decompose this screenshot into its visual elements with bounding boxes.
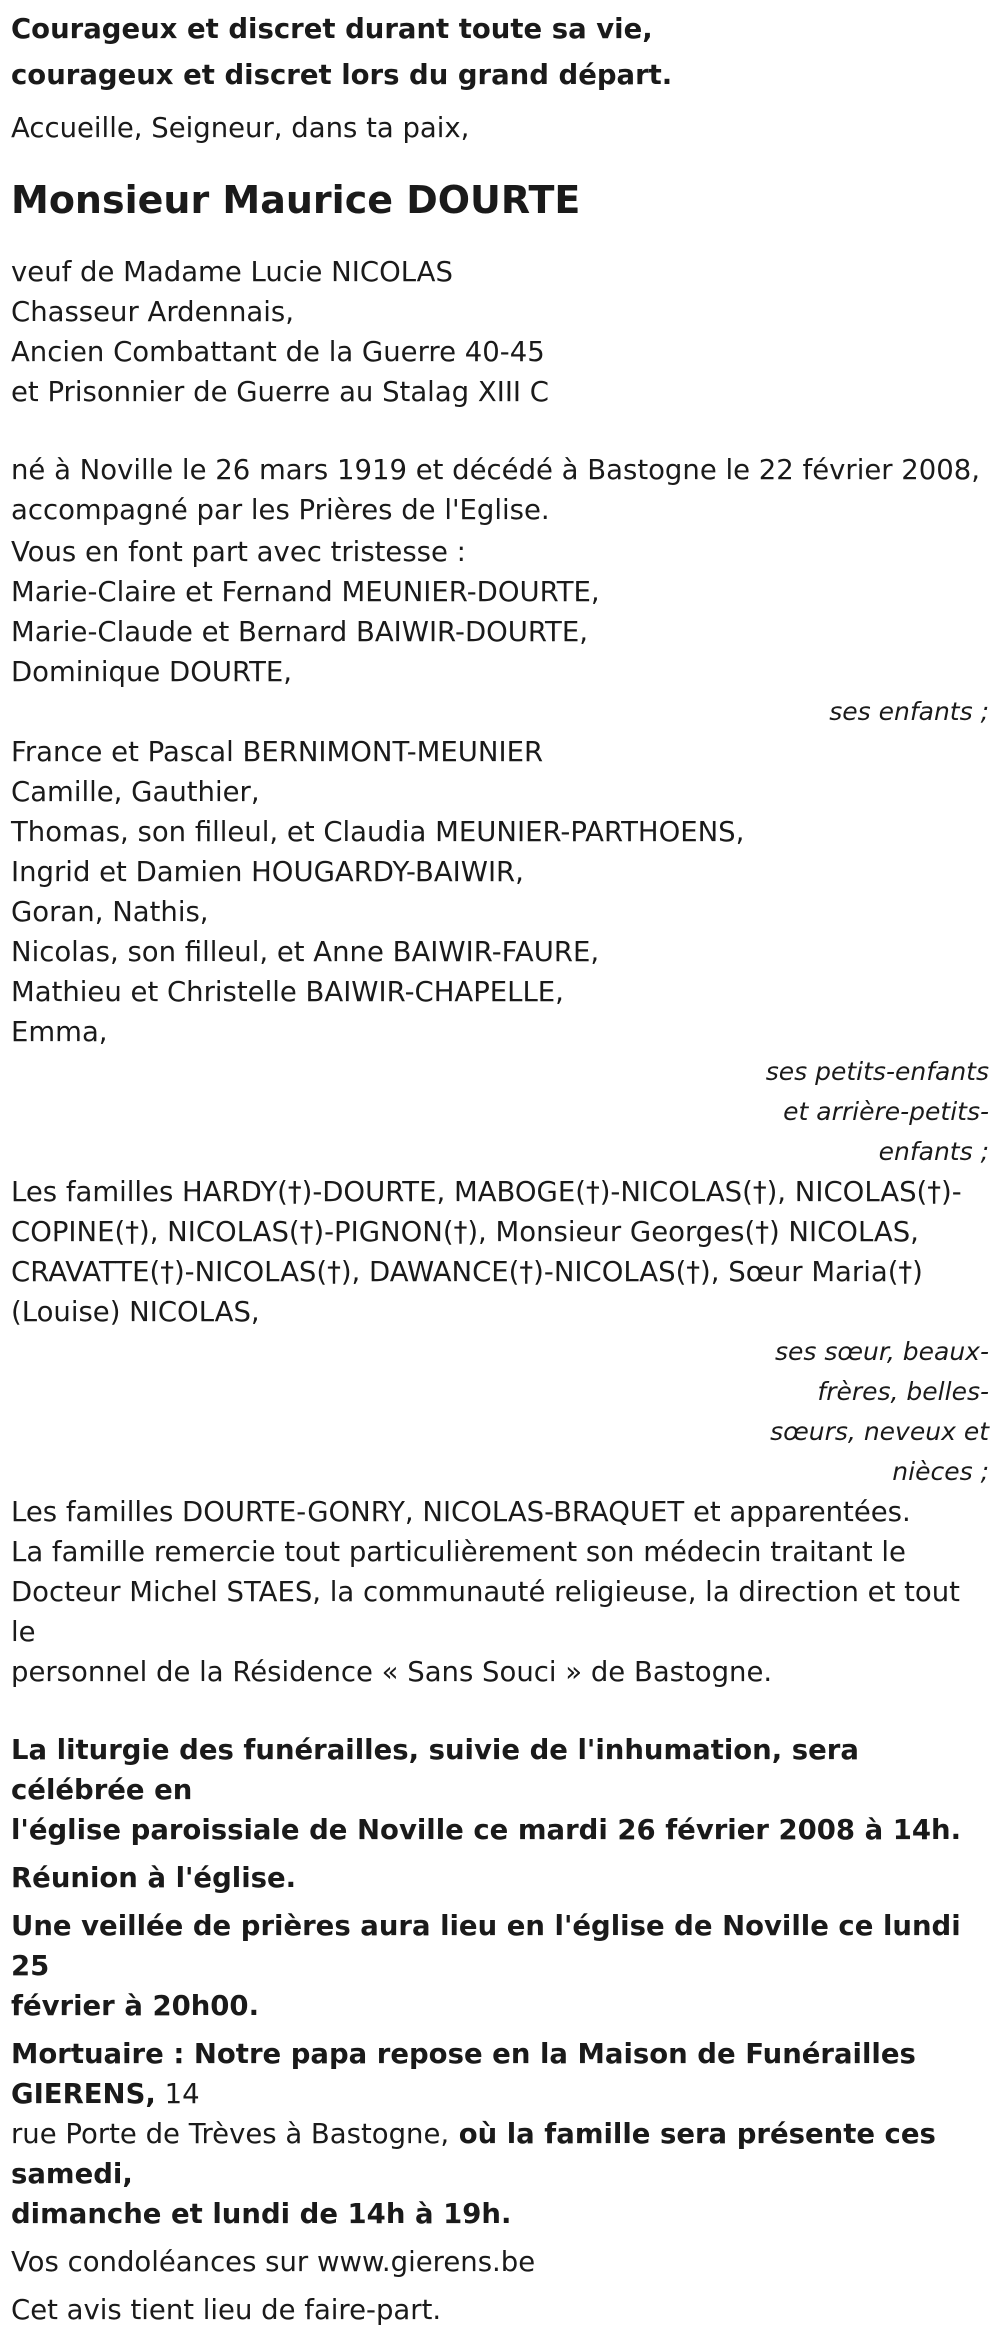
mortuary-part-5: dimanche et lundi de 14h à 19h. [11, 2198, 512, 2230]
intro-quote [11, 0, 989, 98]
birth-death-line: né à Noville le 26 mars 1919 et décédé à Bastogne le 22 février 2008, [11, 454, 981, 486]
families-line: CRAVATTE(†)-NICOLAS(†), DAWANCE(†)-NICOLAS(†), Sœur Maria(†) [11, 1256, 923, 1288]
bio-line: et Prisonnier de Guerre au Stalag XIII C [11, 376, 549, 408]
intro-line-1: Courageux et discret durant toute sa vie, [11, 13, 653, 45]
mortuary-part-4: où la famille sera présente ces samedi, [11, 2118, 936, 2190]
bio-line: Chasseur Ardennais, [11, 296, 294, 328]
vigil-block [11, 1906, 989, 2026]
families-role-line: sœurs, neveux et [770, 1417, 989, 1446]
closing-line: Les familles DOURTE-GONRY, NICOLAS-BRAQUET et apparentées. [11, 1496, 911, 1528]
families-role-line: ses sœur, beaux- [774, 1337, 989, 1366]
funeral-line: l'église paroissiale de Noville ce mardi 26 février 2008 à 14h. [11, 1814, 962, 1846]
closing-block [11, 1492, 989, 1692]
funeral-line: La liturgie des funérailles, suivie de l'inhumation, sera célébrée en [11, 1734, 859, 1806]
families-line: Les familles HARDY(†)-DOURTE, MABOGE(†)-NICOLAS(†), NICOLAS(†)- [11, 1176, 962, 1208]
notice-line: Cet avis tient lieu de faire-part. [11, 2294, 442, 2326]
families-role-line: nièces ; [892, 1457, 989, 1486]
meeting-line: Réunion à l'église. [11, 1862, 297, 1894]
vigil-line: Une veillée de prières aura lieu en l'église de Noville ce lundi 25 [11, 1910, 961, 1982]
mortuary-line-2 [11, 2114, 989, 2194]
grandchildren-block [11, 732, 989, 1052]
grandchildren-role-line: et arrière-petits- [783, 1097, 989, 1126]
grandchild-entry: Goran, Nathis, [11, 896, 209, 928]
condolences-line: Vos condoléances sur www.gierens.be [11, 2246, 536, 2278]
grandchildren-role [11, 1052, 989, 1172]
grandchild-entry: Nicolas, son filleul, et Anne BAIWIR-FAURE, [11, 936, 600, 968]
mortuary-block [11, 2034, 989, 2234]
grandchild-entry: Emma, [11, 1016, 108, 1048]
grandchild-entry: France et Pascal BERNIMONT-MEUNIER [11, 736, 544, 768]
deceased-name: Monsieur Maurice DOURTE [11, 178, 581, 222]
mortuary-part-3: rue Porte de Trèves à Bastogne, [11, 2118, 450, 2150]
vigil-line: février à 20h00. [11, 1990, 260, 2022]
announce-line: Vous en font part avec tristesse : [11, 536, 466, 568]
mortuary-part-2: 14 [155, 2078, 200, 2110]
children-role: ses enfants ; [829, 697, 989, 726]
families-role [11, 1332, 989, 1492]
children-block [11, 572, 989, 692]
child-entry: Dominique DOURTE, [11, 656, 293, 688]
birth-death-line: accompagné par les Prières de l'Eglise. [11, 494, 550, 526]
grandchildren-role-line: enfants ; [878, 1137, 989, 1166]
bio-line: veuf de Madame Lucie NICOLAS [11, 256, 453, 288]
families-line: COPINE(†), NICOLAS(†)-PIGNON(†), Monsieur Georges(†) NICOLAS, [11, 1216, 919, 1248]
mortuary-part-1: Mortuaire : Notre papa repose en la Maison de Funérailles GIERENS, [11, 2038, 916, 2110]
funeral-block [11, 1730, 989, 1850]
closing-line: personnel de la Résidence « Sans Souci » de Bastogne. [11, 1656, 773, 1688]
child-entry: Marie-Claire et Fernand MEUNIER-DOURTE, [11, 576, 600, 608]
prayer-line: Accueille, Seigneur, dans ta paix, [11, 112, 470, 144]
families-role-line: frères, belles- [817, 1377, 989, 1406]
closing-line: La famille remercie tout particulièrement son médecin traitant le [11, 1536, 906, 1568]
closing-line: Docteur Michel STAES, la communauté religieuse, la direction et tout le [11, 1576, 960, 1648]
child-entry: Marie-Claude et Bernard BAIWIR-DOURTE, [11, 616, 588, 648]
grandchild-entry: Thomas, son filleul, et Claudia MEUNIER-PARTHOENS, [11, 816, 745, 848]
grandchild-entry: Camille, Gauthier, [11, 776, 260, 808]
families-line: (Louise) NICOLAS, [11, 1296, 260, 1328]
bio-line: Ancien Combattant de la Guerre 40-45 [11, 336, 545, 368]
families-block [11, 1172, 989, 1332]
birth-death-block [11, 450, 989, 530]
mortuary-line-1 [11, 2034, 989, 2114]
intro-line-2: courageux et discret lors du grand départ. [11, 59, 673, 91]
grandchild-entry: Mathieu et Christelle BAIWIR-CHAPELLE, [11, 976, 564, 1008]
bio-block [11, 252, 989, 412]
grandchildren-role-line: ses petits-enfants [765, 1057, 989, 1086]
grandchild-entry: Ingrid et Damien HOUGARDY-BAIWIR, [11, 856, 524, 888]
